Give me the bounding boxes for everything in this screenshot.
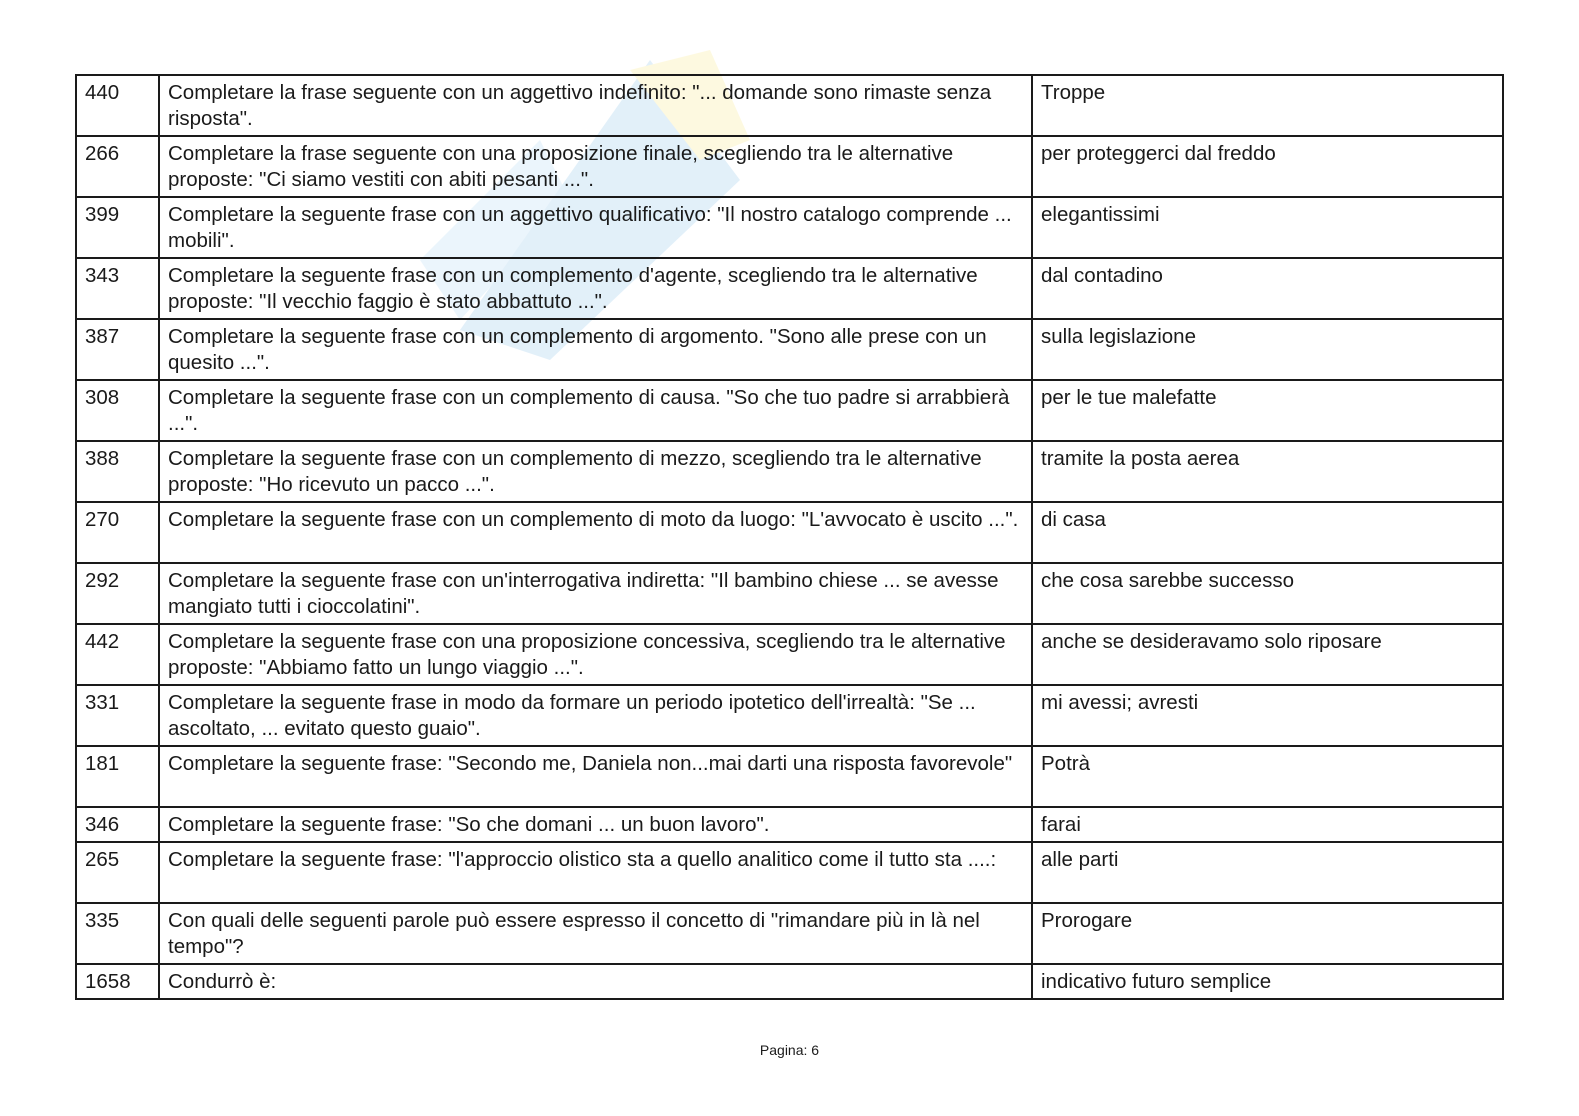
row-question: Completare la seguente frase: "l'approccio olistico sta a quello analitico come il tutto sta ....: [159, 842, 1032, 903]
table-row [76, 502, 1503, 563]
row-number: 399 [76, 197, 159, 258]
row-number: 292 [76, 563, 159, 624]
row-number: 265 [76, 842, 159, 903]
row-number: 335 [76, 903, 159, 964]
row-question: Completare la seguente frase con un'interrogativa indiretta: "Il bambino chiese ... se avesse mangiato tutti i cioccolatini". [159, 563, 1032, 624]
row-question: Completare la frase seguente con un aggettivo indefinito: "... domande sono rimaste senza risposta". [159, 75, 1032, 136]
row-answer: alle parti [1032, 842, 1503, 903]
row-question: Completare la frase seguente con una proposizione finale, scegliendo tra le alternative proposte: "Ci siamo vestiti con abiti pesanti ...". [159, 136, 1032, 197]
row-number: 387 [76, 319, 159, 380]
row-answer: dal contadino [1032, 258, 1503, 319]
row-answer: sulla legislazione [1032, 319, 1503, 380]
row-number: 181 [76, 746, 159, 807]
row-number: 442 [76, 624, 159, 685]
row-question: Completare la seguente frase con un complemento di moto da luogo: "L'avvocato è uscito ...". [159, 502, 1032, 563]
row-question: Completare la seguente frase con un complemento di mezzo, scegliendo tra le alternative proposte: "Ho ricevuto un pacco ...". [159, 441, 1032, 502]
row-question: Completare la seguente frase con un complemento di causa. "So che tuo padre si arrabbierà ...". [159, 380, 1032, 441]
table-row [76, 964, 1503, 999]
row-number: 388 [76, 441, 159, 502]
table-row [76, 807, 1503, 842]
question-answer-table [75, 74, 1504, 1000]
table-row [76, 380, 1503, 441]
table-row [76, 563, 1503, 624]
row-number: 1658 [76, 964, 159, 999]
table-row [76, 258, 1503, 319]
row-number: 308 [76, 380, 159, 441]
row-question: Completare la seguente frase con un complemento di argomento. "Sono alle prese con un quesito ...". [159, 319, 1032, 380]
row-answer: di casa [1032, 502, 1503, 563]
row-answer: tramite la posta aerea [1032, 441, 1503, 502]
table-row [76, 746, 1503, 807]
page-footer [0, 1042, 1579, 1058]
table-row [76, 903, 1503, 964]
table-row [76, 75, 1503, 136]
table-row [76, 197, 1503, 258]
table-row [76, 842, 1503, 903]
row-question: Completare la seguente frase con un aggettivo qualificativo: "Il nostro catalogo comprende ... mobili". [159, 197, 1032, 258]
row-answer: Potrà [1032, 746, 1503, 807]
table-row [76, 685, 1503, 746]
table-row [76, 319, 1503, 380]
row-question: Completare la seguente frase con una proposizione concessiva, scegliendo tra le alternative proposte: "Abbiamo fatto un lungo viaggio ...". [159, 624, 1032, 685]
row-answer: Troppe [1032, 75, 1503, 136]
row-answer: Prorogare [1032, 903, 1503, 964]
table-row [76, 441, 1503, 502]
row-number: 266 [76, 136, 159, 197]
row-answer: per le tue malefatte [1032, 380, 1503, 441]
row-answer: per proteggerci dal freddo [1032, 136, 1503, 197]
table-row [76, 136, 1503, 197]
row-answer: che cosa sarebbe successo [1032, 563, 1503, 624]
row-number: 440 [76, 75, 159, 136]
table-row [76, 624, 1503, 685]
row-number: 331 [76, 685, 159, 746]
row-answer: farai [1032, 807, 1503, 842]
row-number: 343 [76, 258, 159, 319]
page-number: Pagina: 6 [759, 1042, 820, 1058]
row-answer: indicativo futuro semplice [1032, 964, 1503, 999]
row-answer: mi avessi; avresti [1032, 685, 1503, 746]
row-question: Condurrò è: [159, 964, 1032, 999]
row-question: Completare la seguente frase in modo da formare un periodo ipotetico dell'irrealtà: "Se ... ascoltato, ... evitato questo guaio". [159, 685, 1032, 746]
row-question: Completare la seguente frase con un complemento d'agente, scegliendo tra le alternative proposte: "Il vecchio faggio è stato abbattuto ...". [159, 258, 1032, 319]
row-number: 270 [76, 502, 159, 563]
row-question: Completare la seguente frase: "So che domani ... un buon lavoro". [159, 807, 1032, 842]
row-question: Completare la seguente frase: "Secondo me, Daniela non...mai darti una risposta favorevole" [159, 746, 1032, 807]
row-question: Con quali delle seguenti parole può essere espresso il concetto di "rimandare più in là nel tempo"? [159, 903, 1032, 964]
row-number: 346 [76, 807, 159, 842]
row-answer: elegantissimi [1032, 197, 1503, 258]
row-answer: anche se desideravamo solo riposare [1032, 624, 1503, 685]
